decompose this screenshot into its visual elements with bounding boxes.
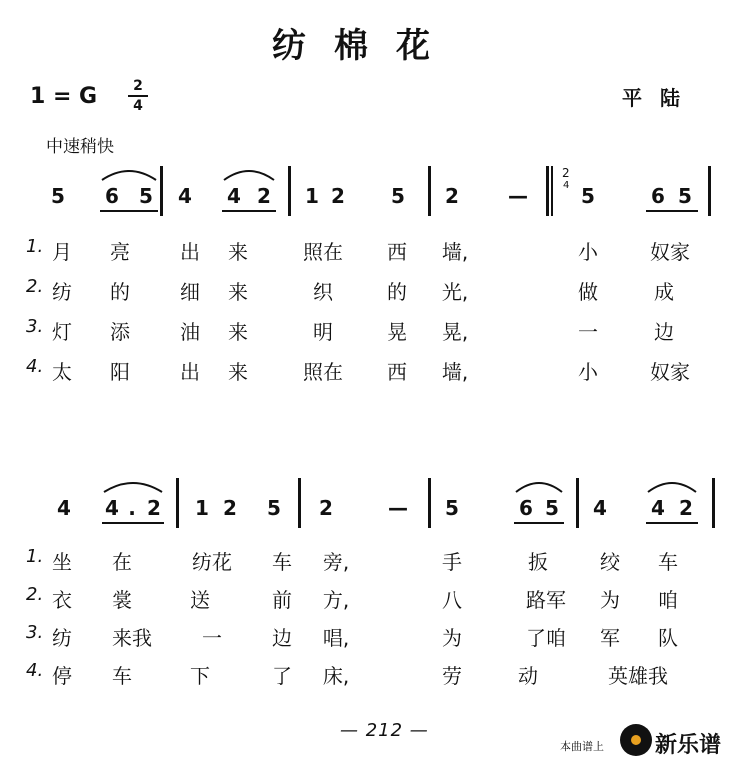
lyric-word: 西 bbox=[387, 240, 407, 264]
lyric-word: 成 bbox=[654, 280, 674, 304]
verse-number: 1. bbox=[26, 236, 44, 257]
underline bbox=[102, 522, 164, 524]
bar-line bbox=[298, 478, 301, 528]
lyric-word: 出 bbox=[180, 360, 200, 384]
lyric-word: 了 bbox=[272, 664, 292, 688]
lyric-word: 劳 bbox=[442, 664, 462, 688]
note-3: 2 bbox=[147, 496, 161, 520]
lyric-word: 路军 bbox=[526, 588, 566, 612]
note-1: 4 bbox=[105, 496, 119, 520]
bar-line bbox=[428, 166, 431, 216]
lyric-word: 坐 bbox=[52, 550, 72, 574]
note-7: 2 bbox=[331, 184, 345, 208]
lyric-word: 英雄我 bbox=[608, 664, 668, 688]
note-12: 4 bbox=[593, 496, 607, 520]
lyric-word: 八 bbox=[442, 588, 462, 612]
note-11: 5 bbox=[581, 184, 595, 208]
lyric-word: 太 bbox=[52, 360, 72, 384]
volta-number: 2 bbox=[562, 166, 570, 180]
note-3: 4 bbox=[178, 184, 192, 208]
lyric-word: 边 bbox=[654, 320, 674, 344]
lyric-word: 的 bbox=[110, 280, 130, 304]
lyric-word: 添 bbox=[110, 320, 130, 344]
lyric-word: 在 bbox=[112, 550, 132, 574]
lyric-word: 晃, bbox=[441, 320, 469, 344]
lyric-word: 奴家 bbox=[650, 360, 690, 384]
lyric-word: 墙, bbox=[441, 240, 469, 264]
lyric-word: 床, bbox=[322, 664, 350, 688]
lyric-word: 细 bbox=[180, 280, 200, 304]
bar-line bbox=[551, 166, 553, 216]
time-bottom: 4 bbox=[133, 98, 143, 114]
note-12: 6 bbox=[651, 184, 665, 208]
lyric-word: 照在 bbox=[303, 240, 343, 264]
page-number: — 212 — bbox=[340, 720, 429, 741]
tempo-marking: 中速稍快 bbox=[46, 137, 114, 157]
note-2: . bbox=[128, 496, 136, 520]
lyric-word: 为 bbox=[600, 588, 620, 612]
bar-line bbox=[546, 166, 549, 216]
lyric-word: 灯 bbox=[52, 320, 72, 344]
note-8: 5 bbox=[391, 184, 405, 208]
note-4: 4 bbox=[227, 184, 241, 208]
lyric-word: 的 bbox=[387, 280, 407, 304]
lyric-word: 下 bbox=[190, 664, 210, 688]
time-top: 2 bbox=[133, 78, 143, 94]
lyric-word: 照在 bbox=[303, 360, 343, 384]
note-10: 6 bbox=[519, 496, 533, 520]
lyric-word: 了咱 bbox=[526, 626, 566, 650]
note-0: 5 bbox=[51, 184, 65, 208]
note-13: 4 bbox=[651, 496, 665, 520]
lyric-word: 为 bbox=[442, 626, 462, 650]
lyric-word: 裳 bbox=[112, 588, 132, 612]
note-10: — bbox=[508, 184, 528, 208]
verse-number: 2. bbox=[26, 584, 44, 605]
underline bbox=[100, 210, 158, 212]
lyric-word: 车 bbox=[272, 550, 292, 574]
verse-number: 3. bbox=[26, 316, 44, 337]
volta-sub: 4 bbox=[563, 180, 570, 191]
lyric-word: 停 bbox=[52, 664, 72, 688]
author: 平陆 bbox=[622, 86, 698, 110]
time-line bbox=[128, 95, 148, 97]
lyric-word: 来我 bbox=[112, 626, 152, 650]
note-9: 5 bbox=[445, 496, 459, 520]
lyric-word: 阳 bbox=[110, 360, 130, 384]
note-7: 2 bbox=[319, 496, 333, 520]
lyric-word: 扳 bbox=[528, 550, 548, 574]
note-6: 1 bbox=[305, 184, 319, 208]
bar-line bbox=[176, 478, 179, 528]
lyric-word: 做 bbox=[578, 280, 598, 304]
underline bbox=[646, 210, 698, 212]
slur bbox=[646, 478, 698, 494]
slur bbox=[514, 478, 564, 494]
lyric-word: 月 bbox=[52, 240, 72, 264]
lyric-word: 小 bbox=[578, 240, 598, 264]
note-2: 5 bbox=[139, 184, 153, 208]
lyric-word: 织 bbox=[313, 280, 333, 304]
watermark-logo: 新乐谱 bbox=[655, 733, 722, 758]
lyric-word: 边 bbox=[272, 626, 292, 650]
bar-line bbox=[288, 166, 291, 216]
note-4: 1 bbox=[195, 496, 209, 520]
lyric-word: 来 bbox=[228, 320, 248, 344]
lyric-word: 手 bbox=[442, 550, 462, 574]
lyric-word: 军 bbox=[600, 626, 620, 650]
verse-number: 1. bbox=[26, 546, 44, 567]
note-13: 5 bbox=[678, 184, 692, 208]
watermark-caption: 本曲谱上 bbox=[560, 740, 604, 753]
lyric-word: 来 bbox=[228, 240, 248, 264]
verse-number: 4. bbox=[26, 660, 44, 681]
lyric-word: 纺花 bbox=[192, 550, 232, 574]
bar-line bbox=[576, 478, 579, 528]
lyric-word: 墙, bbox=[441, 360, 469, 384]
lyric-word: 一 bbox=[578, 320, 598, 344]
verse-number: 4. bbox=[26, 356, 44, 377]
lyric-word: 车 bbox=[658, 550, 678, 574]
underline bbox=[222, 210, 276, 212]
note-1: 6 bbox=[105, 184, 119, 208]
lyric-word: 来 bbox=[228, 360, 248, 384]
lyric-word: 光, bbox=[441, 280, 469, 304]
lyric-word: 奴家 bbox=[650, 240, 690, 264]
lyric-word: 绞 bbox=[600, 550, 620, 574]
key-signature: 1 = G bbox=[30, 84, 98, 109]
lyric-word: 衣 bbox=[52, 588, 72, 612]
bar-line bbox=[160, 166, 163, 216]
note-11: 5 bbox=[545, 496, 559, 520]
time-signature bbox=[128, 78, 148, 114]
lyric-word: 晃 bbox=[387, 320, 407, 344]
bar-line bbox=[708, 166, 711, 216]
underline bbox=[514, 522, 564, 524]
note-5: 2 bbox=[223, 496, 237, 520]
lyric-word: 车 bbox=[112, 664, 132, 688]
note-8: — bbox=[388, 496, 408, 520]
note-0: 4 bbox=[57, 496, 71, 520]
lyric-word: 明 bbox=[313, 320, 333, 344]
note-5: 2 bbox=[257, 184, 271, 208]
lyric-word: 动 bbox=[518, 664, 538, 688]
lyric-word: 唱, bbox=[322, 626, 350, 650]
lyric-word: 送 bbox=[190, 588, 210, 612]
lyric-word: 旁, bbox=[322, 550, 350, 574]
underline bbox=[646, 522, 698, 524]
lyric-word: 来 bbox=[228, 280, 248, 304]
lyric-word: 咱 bbox=[658, 588, 678, 612]
lyric-word: 亮 bbox=[110, 240, 130, 264]
lyric-word: 出 bbox=[180, 240, 200, 264]
lyric-word: 队 bbox=[658, 626, 678, 650]
lyric-word: 油 bbox=[180, 320, 200, 344]
lyric-word: 纺 bbox=[52, 280, 72, 304]
lyric-word: 小 bbox=[578, 360, 598, 384]
bar-line bbox=[428, 478, 431, 528]
lyric-word: 前 bbox=[272, 588, 292, 612]
slur bbox=[100, 166, 158, 182]
lyric-word: 纺 bbox=[52, 626, 72, 650]
slur bbox=[102, 478, 164, 494]
lyric-word: 一 bbox=[202, 626, 222, 650]
lyric-word: 西 bbox=[387, 360, 407, 384]
note-9: 2 bbox=[445, 184, 459, 208]
note-6: 5 bbox=[267, 496, 281, 520]
note-14: 2 bbox=[679, 496, 693, 520]
lyric-word: 方, bbox=[322, 588, 350, 612]
verse-number: 2. bbox=[26, 276, 44, 297]
bar-line bbox=[712, 478, 715, 528]
song-title: 纺棉花 bbox=[272, 26, 458, 66]
slur bbox=[222, 166, 276, 182]
music-disc-icon bbox=[620, 724, 652, 756]
verse-number: 3. bbox=[26, 622, 44, 643]
